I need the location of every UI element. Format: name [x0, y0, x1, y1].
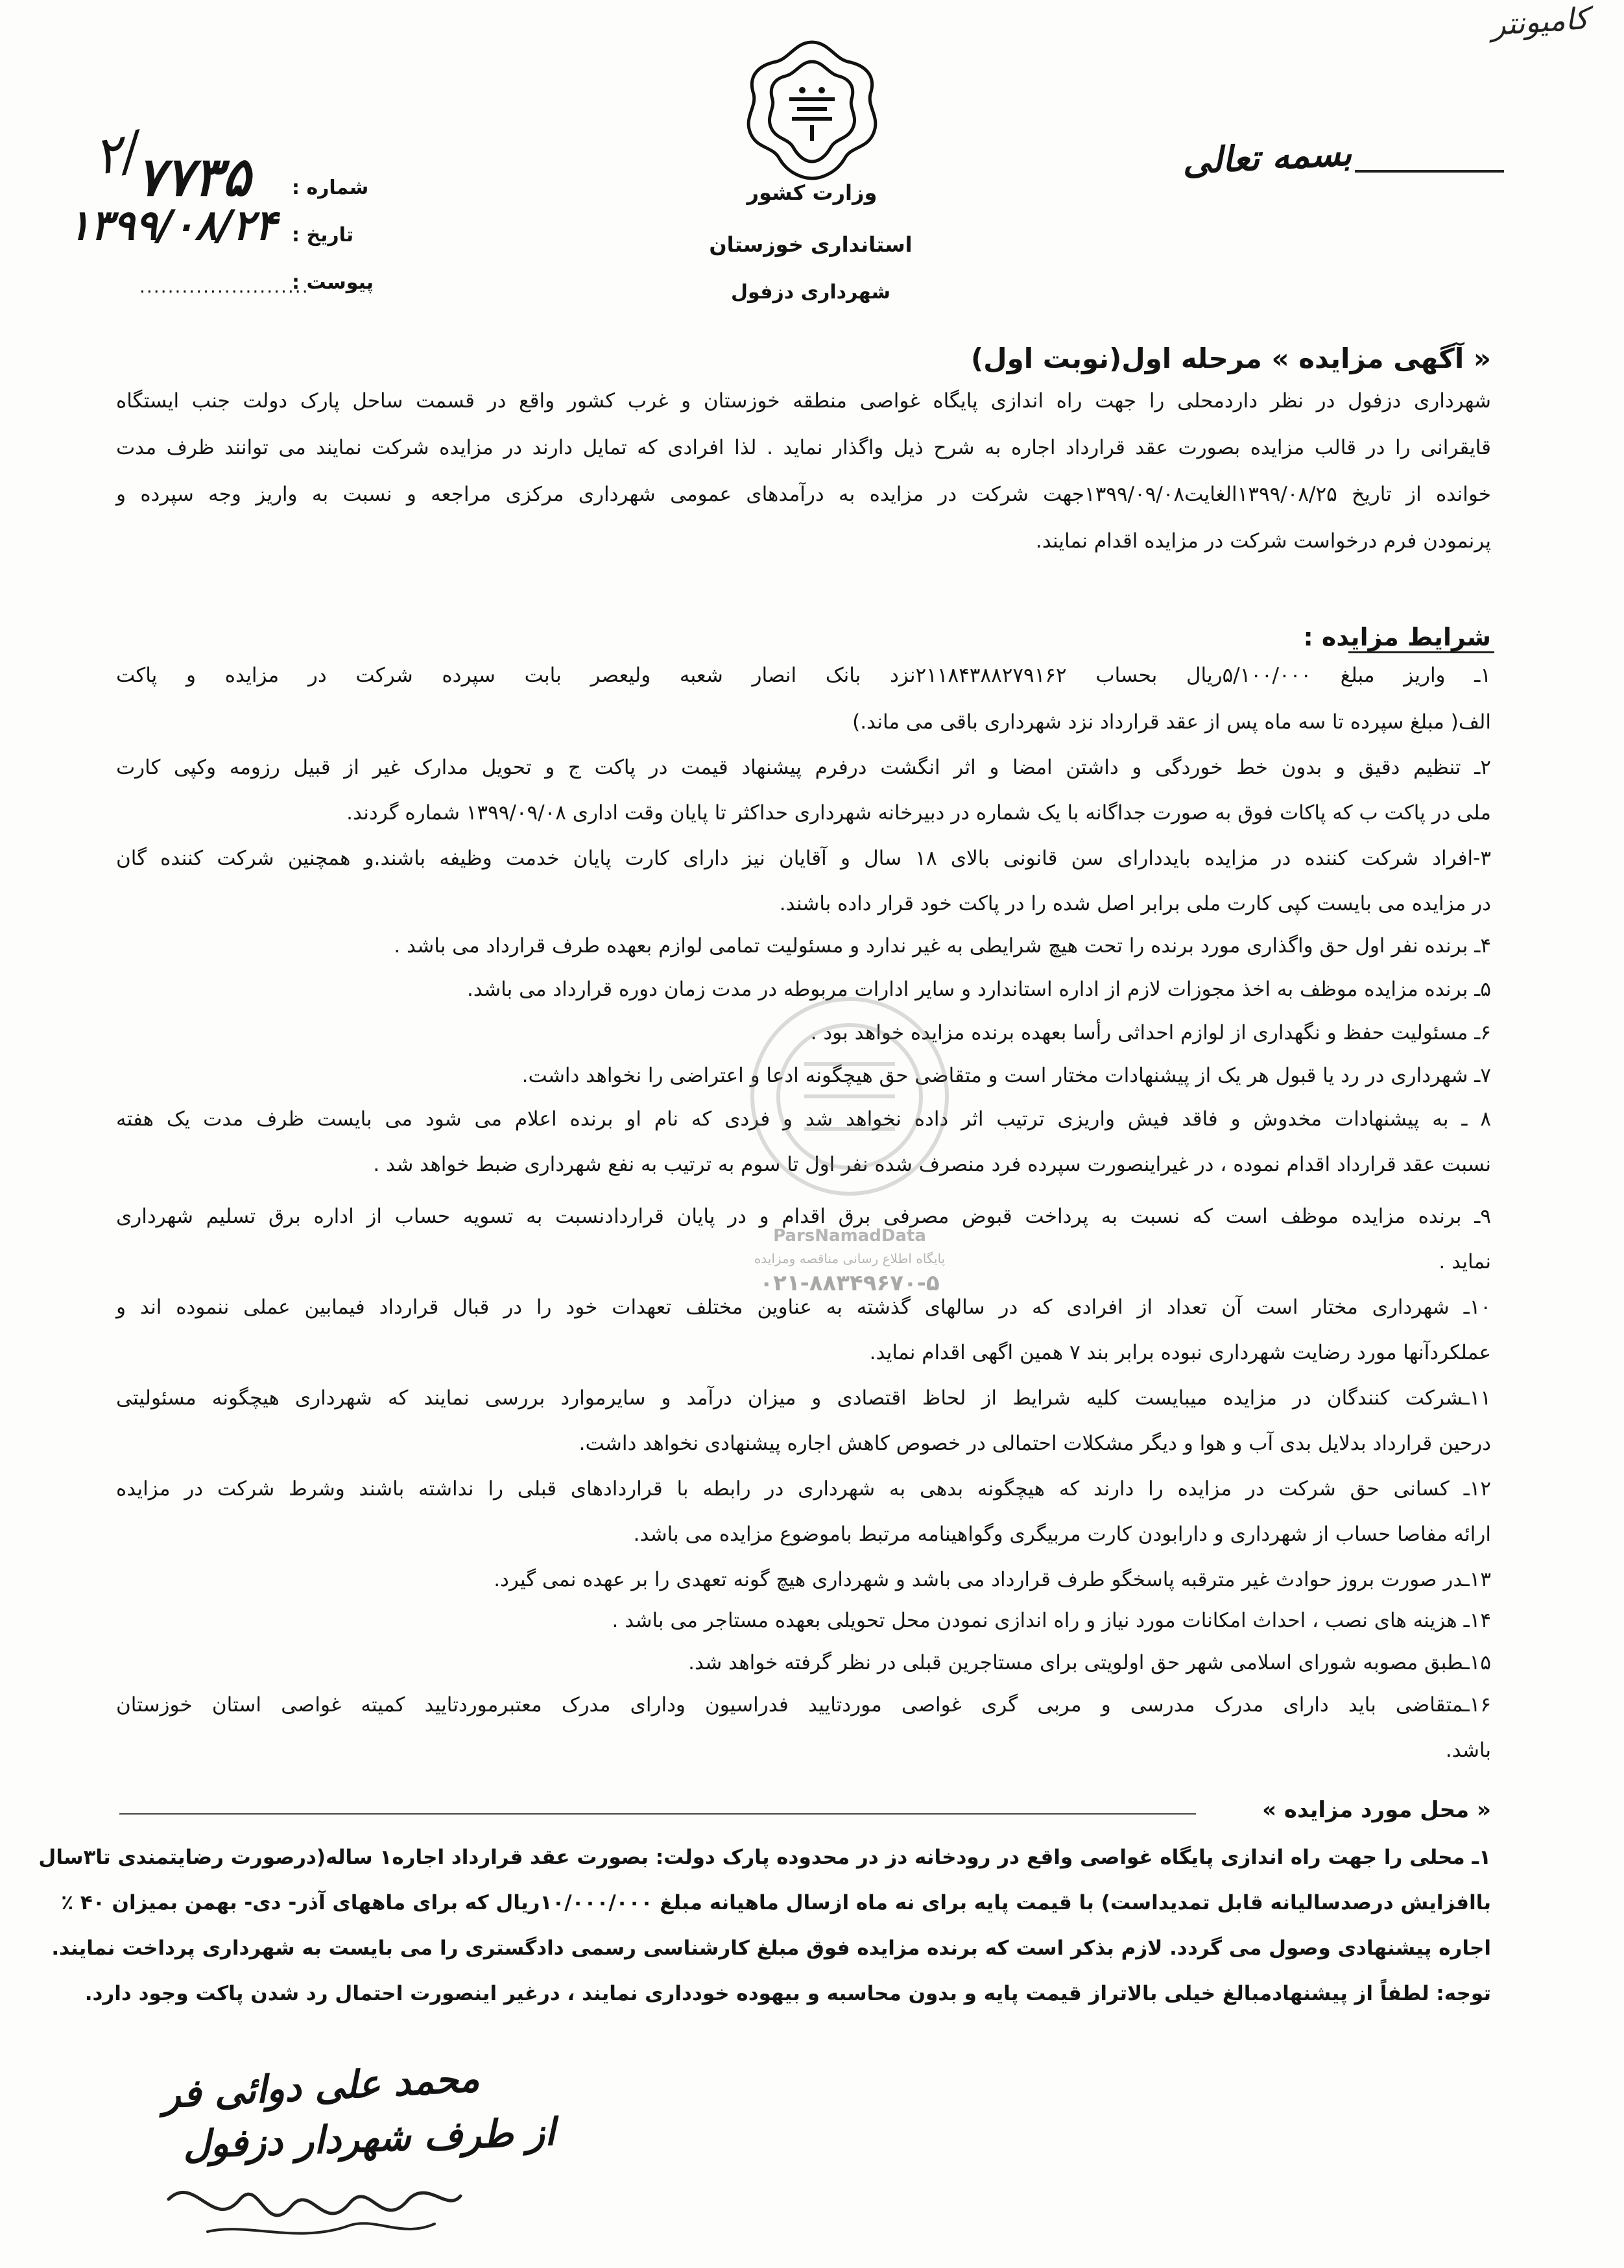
- ministry-name: وزارت کشور: [746, 180, 878, 205]
- condition-line: ۱۱ـشرکت کنندگان در مزایده میبایست کلیه شرایط از لحاظ اقتصادی و میزان درآمد و سایرموارد بررسی نمایند که شهرداری هیچگونه مسئولیتی: [116, 1386, 1491, 1410]
- signatory-name: محمد علی دوائی فر: [161, 2056, 481, 2117]
- watermark-brand: ParsNamadData: [773, 1226, 926, 1246]
- letter-number-label: شماره :: [292, 176, 369, 199]
- letter-number-prefix: ۲/: [89, 119, 145, 187]
- condition-line: ۸ ـ به پیشنهادات مخدوش و فاقد فیش واریزی ترتیب اثر داده نخواهد شد و فردی که نام او برنده اعلام می شود می بایست ظرف مدت یک هفته: [116, 1107, 1491, 1131]
- condition-line: ۵ـ برنده مزایده موظف به اخذ مجوزات لازم از اداره استاندارد و سایر ادارات مربوطه در مدت زمان دوره قرارداد می باشد.: [467, 978, 1491, 1001]
- intro-line: خوانده از تاریخ ۱۳۹۹/۰۸/۲۵الغایت۱۳۹۹/۰۹/۰۸جهت شرکت در مزایده به درآمدهای عمومی شهرداری مرکزی مراجعه و نسبت به واریز وجه سپرده و: [116, 483, 1491, 506]
- condition-line: ۱ـ واریز مبلغ ۵/۱۰۰/۰۰۰ریال بحساب ۲۱۱۸۴۳۸۸۲۷۹۱۶۲نزد بانک انصار شعبه ولیعصر بابت سپرده شرکت در مزایده و پاکت: [116, 664, 1491, 687]
- conditions-heading: شرایط مزایده :: [1303, 623, 1491, 651]
- condition-line: نماید .: [1439, 1250, 1491, 1273]
- letter-number-value: ۷۷۳۵: [136, 146, 251, 208]
- condition-line: ۱۰ـ شهرداری مختار است آن تعداد از افرادی که در سالهای گذشته به عناوین مختلف تعهدات خود را در قبال قرارداد فیمابین عملی ننموده اند و: [116, 1296, 1491, 1319]
- condition-line: ۱۴ـ هزینه های نصب ، احداث امکانات مورد نیاز و راه اندازی نمودن محل تحویلی بعهده مستاجر می باشد .: [612, 1609, 1491, 1632]
- corner-handwritten-note: کامیونتر: [1490, 0, 1590, 43]
- intro-line: شهرداری دزفول در نظر داردمحلی را جهت راه اندازی پایگاه غواصی منطقه خوزستان و غرب کشور واقع در قسمت ساحل پارک دولت جنب ایستگاه: [116, 389, 1491, 413]
- condition-line: ملی در پاکت ب که پاکات فوق به صورت جداگانه با یک شماره در دبیرخانه شهرداری حداکثر تا پایان وقت اداری ۱۳۹۹/۰۹/۰۸ شماره گردند.: [346, 801, 1491, 825]
- location-heading-rule: [119, 1813, 1196, 1815]
- condition-line: ۷ـ شهرداری در رد یا قبول هر یک از پیشنهادات مختار است و متقاضی حق هیچگونه ادعا و اعتراضی را نخواهد داشت.: [521, 1064, 1491, 1087]
- intro-line: پرنمودن فرم درخواست شرکت در مزایده اقدام نمایند.: [1035, 529, 1491, 553]
- letter-date-label: تاریخ :: [292, 224, 354, 247]
- condition-line: ۶ـ مسئولیت حفظ و نگهداری از لوازم احداثی رأسا بعهده برنده مزایده خواهد بود .: [810, 1021, 1491, 1044]
- letter-attachment-value: ........................: [139, 276, 309, 297]
- letter-date-value: ۱۳۹۹/۰۸/۲۴: [68, 201, 277, 250]
- watermark-phone: ۰۲۱-۸۸۳۴۹۶۷۰-۵: [759, 1270, 940, 1296]
- watermark-tagline: پایگاه اطلاع رسانی مناقصه ومزایده: [754, 1251, 946, 1266]
- condition-line: الف( مبلغ سپرده تا سه ماه پس از عقد قرارداد نزد شهرداری باقی می ماند.): [852, 710, 1491, 734]
- condition-line: ۱۳ـدر صورت بروز حوادث غیر مترقبه پاسخگو طرف قرارداد می باشد و شهرداری هیچ گونه تعهدی را بر عهده نمی گیرد.: [494, 1568, 1491, 1591]
- location-line: باافزایش درصدسالیانه قابل تمدیداست) با قیمت پایه برای نه ماه ازسال ماهیانه مبلغ ۱۰/۰۰۰/۰۰۰ریال که برای ماههای آذر- دی- بهمن بمیزان ۴۰ ٪: [61, 1891, 1491, 1914]
- basmala-heading: بسمه تعالی: [1181, 132, 1353, 182]
- condition-line: در مزایده می بایست کپی کارت ملی برابر اصل شده را در پاکت خود قرار داده باشند.: [779, 892, 1491, 915]
- location-line: ۱ـ محلی را جهت راه اندازی پایگاه غواصی واقع در رودخانه دز در محدوده پارک دولت: بصورت عقد قرارداد اجاره۱ ساله(درصورت رضایتمندی تا۳سال: [38, 1846, 1491, 1869]
- handwritten-signature: [156, 2160, 467, 2258]
- intro-line: قایقرانی را در قالب مزایده بصورت عقد قرارداد اجاره به شرح ذیل واگذار نماید . لذا افرادی که تمایل دارند در مزایده شرکت نمایند می توانند ظرف مدت: [116, 436, 1491, 459]
- condition-line: نسبت عقد قرارداد اقدام نموده ، در غیراینصورت سپرده فرد منصرف شده نفر اول تا سوم به ترتیب به نفع شهرداری ضبط خواهد شد .: [373, 1153, 1491, 1176]
- condition-line: ۱۶ـمتقاضی باید دارای مدرک مدرسی و مربی گری غواصی موردتایید فدراسیون ودارای مدرک معتبرموردتایید کمیته غواصی استان خوزستان: [116, 1693, 1491, 1717]
- condition-line: عملکردآنها مورد رضایت شهرداری نبوده برابر بند ۷ همین اگهی اقدام نماید.: [869, 1341, 1491, 1364]
- signatory-behalf: از طرف شهردار دزفول: [182, 2110, 556, 2167]
- condition-line: ۲ـ تنظیم دقیق و بدون خط خوردگی و داشتن امضا و اثر انگشت درفرم پیشنهاد قیمت در پاکت ج و تحویل مدارک غیر از قبیل رزومه وکپی کارت: [116, 756, 1491, 779]
- conditions-heading-underline: [1348, 651, 1494, 653]
- location-heading: « محل مورد مزایده »: [1262, 1797, 1491, 1823]
- watermark-logo: [713, 986, 986, 1233]
- municipality-emblem-logo: [737, 36, 887, 185]
- province-office-name: استانداری خوزستان: [709, 232, 913, 257]
- basmala-underline: [1355, 170, 1504, 173]
- location-line: اجاره پیشنهادی وصول می گردد. لازم بذکر است که برنده مزایده فوق مبلغ کارشناسی رسمی دادگستری را می بایست به شهرداری پرداخت نمایند.: [51, 1936, 1491, 1960]
- letter-attachment-label: پیوست :: [292, 271, 374, 294]
- municipality-name: شهرداری دزفول: [730, 281, 890, 304]
- condition-line: ۳-افراد شرکت کننده در مزایده بایددارای سن قانونی بالای ۱۸ سال و آقایان نیز دارای کارت پایان خدمت وظیفه باشند.و همچنین شرکت کننده گان: [116, 847, 1491, 870]
- location-note: توجه: لطفاً از پیشنهادمبالغ خیلی بالاتراز قیمت پایه و بدون محاسبه و بیهوده خودداری نمایند ، درغیر اینصورت احتمال رد شدن پاکت وجود دارد.: [84, 1982, 1491, 2005]
- condition-line: ۱۵ـطبق مصوبه شورای اسلامی شهر حق اولویتی برای مستاجرین قبلی در نظر گرفته خواهد شد.: [688, 1651, 1491, 1674]
- condition-line: ۹ـ برنده مزایده موظف است که نسبت به پرداخت قبوض مصرفی برق اقدام و در پایان قراردادنسبت به تسویه حساب از اداره برق تسلیم شهرداری: [116, 1205, 1491, 1228]
- condition-line: باشد.: [1445, 1739, 1491, 1762]
- announcement-title: « آگهی مزایده » مرحله اول(نوبت اول): [970, 343, 1491, 374]
- condition-line: ۱۲ـ کسانی حق شرکت در مزایده را دارند که هیچگونه بدهی به شهرداری در رابطه با قراردادهای قبلی را نداشته باشند وشرط شرکت در مزایده: [116, 1477, 1491, 1501]
- condition-line: ۴ـ برنده نفر اول حق واگذاری مورد برنده را تحت هیچ شرایطی به غیر ندارد و مسئولیت تمامی لوازم بعهده طرف قرارداد می باشد .: [394, 934, 1491, 958]
- condition-line: ارائه مفاصا حساب از شهرداری و دارابودن کارت مربیگری وگواهینامه مرتبط باموضوع مزایده می باشد.: [633, 1523, 1491, 1546]
- condition-line: درحین قرارداد بدلایل بدی آب و هوا و دیگر مشکلات احتمالی در خصوص کاهش اجاره پیشنهادی نخواهد داشت.: [579, 1432, 1491, 1455]
